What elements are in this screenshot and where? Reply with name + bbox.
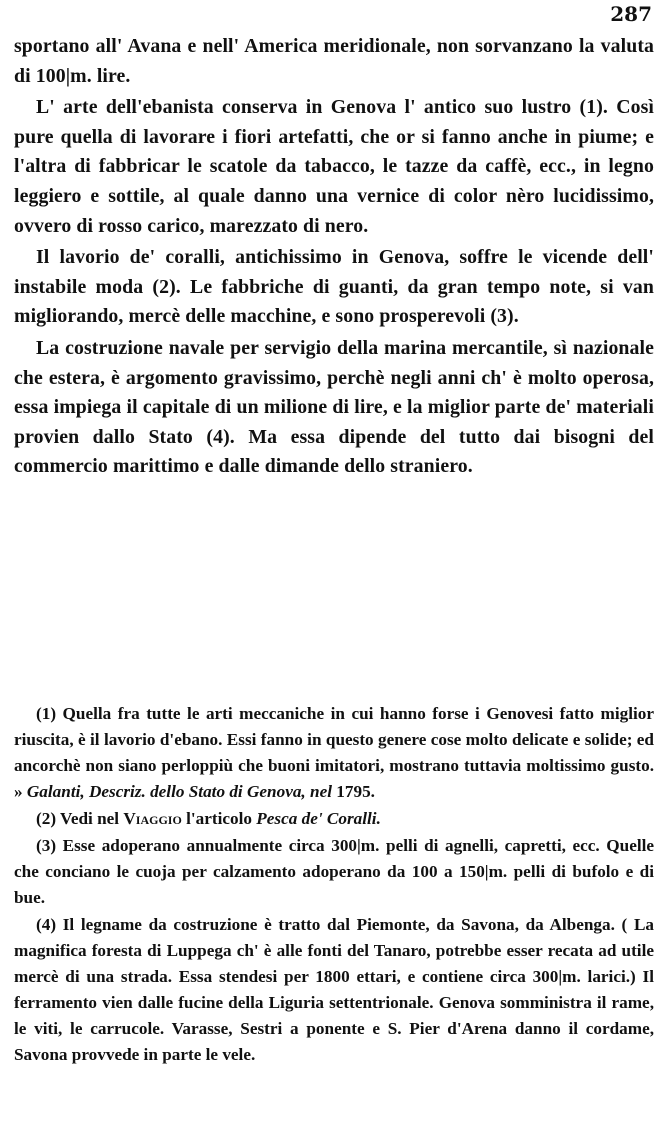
footnote-1-text: (1) Quella fra tutte le arti meccaniche in cui hanno forse i Genovesi fatto miglior riuscita, è il lavorio d'ebano. Essi fanno in questo genere cose molto delicate e solide; ed ancorchè non siano perloppiù che buoni imitatori, mostrano tuttavia moltissimo gusto. » bbox=[14, 704, 654, 801]
page-number: 287 bbox=[610, 2, 652, 26]
footnote-2 bbox=[14, 806, 654, 832]
main-text bbox=[14, 32, 654, 482]
footnote-3: (3) Esse adoperano annualmente circa 300|m. pelli di agnelli, capretti, ecc. Quelle che conciano le cuoja per calzamento adoperano da 100 a 150|m. pelli di bufolo e di bue. bbox=[14, 836, 654, 907]
footnote-2-title: Pesca de' Coralli. bbox=[256, 809, 381, 828]
footnotes bbox=[14, 701, 654, 1068]
footnote-2-smallcaps: Viaggio bbox=[123, 809, 182, 828]
footnote-1-author: Galanti bbox=[26, 782, 81, 801]
paragraph-costruzione-navale: La costruzione navale per servigio della marina mercantile, sì nazionale che estera, è argomento gravissimo, perchè negli anni ch' è molto operosa, essa impiega il capitale di un milione di lire, e la miglior parte de' materiali provien dallo Stato (4). Ma essa dipende del tutto dai bisogni del commercio marittimo e dalle dimande dello straniero. bbox=[14, 336, 654, 478]
paragraph-coralli: Il lavorio de' coralli, antichissimo in Genova, soffre le vicende dell' instabile moda (2). Le fabbriche di guanti, da gran tempo note, si van migliorando, mercè delle macchine, e sono prosperevoli (3). bbox=[14, 246, 654, 328]
footnote-2-mid: l'articolo bbox=[181, 809, 257, 828]
footnote-1-year: 1795. bbox=[336, 782, 375, 801]
footnote-2-text: (2) Vedi nel bbox=[36, 809, 124, 828]
footnote-1 bbox=[14, 701, 654, 805]
footnote-4: (4) Il legname da costruzione è tratto dal Piemonte, da Savona, da Albenga. ( La magnifica foresta di Luppega ch' è alle fonti del Tanaro, potrebbe esser recata ad utile mercè di una strada. Essa stendesi per 1800 ettari, e contiene circa 300|m. larici.) Il ferramento vien dalle fucine della Liguria settentrionale. Genova somministra il rame, le viti, le carrucole. Varasse, Sestri a ponente e S. Pier d'Arena danno il cordame, Savona provvede in parte le vele. bbox=[14, 915, 654, 1064]
paragraph-ebanista: L' arte dell'ebanista conserva in Genova l' antico suo lustro (1). Così pure quella di lavorare i fiori artefatti, che or si fanno anche in piume; e l'altra di fabbricar le scatole da tabacco, le tazze da caffè, ecc., in legno leggiero e sottile, al quale danno una vernice di color nèro lucidissimo, ovvero di rosso carico, marezzato di nero. bbox=[14, 96, 654, 237]
footnote-1-source: , Descriz. dello Stato di Genova, nel bbox=[80, 782, 337, 801]
paragraph-continuation: sportano all' Avana e nell' America meridionale, non sorvanzano la valuta di 100|m. lire. bbox=[14, 35, 654, 87]
